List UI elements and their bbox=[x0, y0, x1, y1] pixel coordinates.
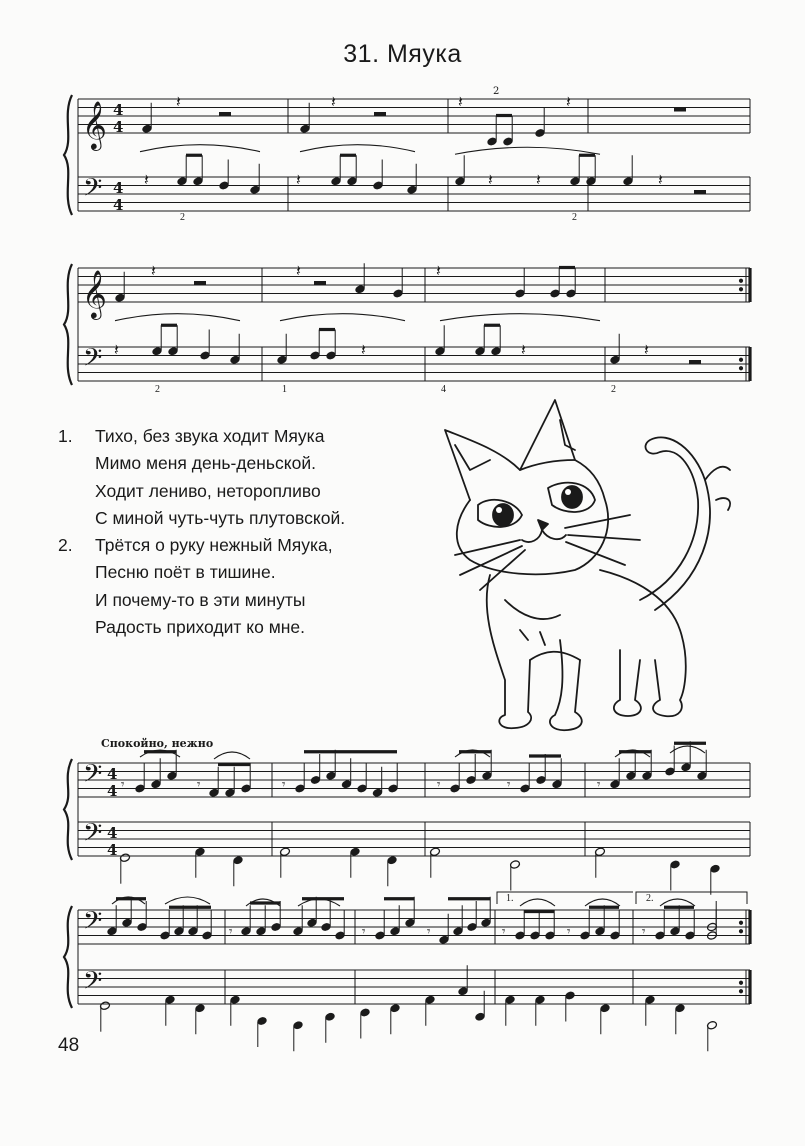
note bbox=[491, 325, 502, 356]
note bbox=[295, 763, 306, 794]
slur bbox=[140, 145, 260, 152]
slur bbox=[440, 314, 600, 321]
note bbox=[515, 268, 526, 299]
fingering-number: 2 bbox=[180, 212, 185, 223]
half-rest bbox=[374, 112, 386, 116]
note bbox=[570, 155, 581, 186]
stanza-1 bbox=[58, 423, 438, 532]
eighth-rest: 𝄾 bbox=[437, 777, 441, 793]
note bbox=[685, 910, 696, 941]
note bbox=[233, 855, 244, 886]
repeat-dot bbox=[739, 279, 742, 282]
tempo-marking: Спокойно, нежно bbox=[101, 737, 214, 750]
bass-clef-icon: 𝄢 bbox=[83, 818, 103, 854]
note bbox=[487, 116, 498, 147]
eighth-rest: 𝄾 bbox=[642, 924, 646, 940]
quarter-rest: 𝄽 bbox=[436, 261, 441, 280]
eighth-rest: 𝄾 bbox=[597, 777, 601, 793]
note bbox=[360, 1008, 371, 1039]
slur bbox=[660, 899, 695, 906]
note bbox=[202, 910, 213, 941]
note bbox=[193, 155, 204, 186]
repeat-dot bbox=[739, 921, 742, 924]
time-signature-bottom: 4 bbox=[113, 118, 124, 136]
note bbox=[530, 910, 541, 941]
treble-staff bbox=[78, 763, 750, 797]
note bbox=[536, 754, 547, 785]
note bbox=[623, 155, 634, 186]
lyric-line: Мимо меня день-деньской. bbox=[95, 453, 316, 474]
quarter-rest: 𝄽 bbox=[176, 92, 181, 111]
note bbox=[393, 268, 404, 299]
volta-brackets bbox=[497, 892, 747, 904]
note bbox=[475, 325, 486, 356]
quarter-rest: 𝄽 bbox=[331, 92, 336, 111]
note bbox=[697, 750, 708, 781]
slur bbox=[280, 314, 405, 321]
note bbox=[565, 991, 576, 1022]
note bbox=[120, 853, 131, 884]
bass-clef-icon: 𝄢 bbox=[83, 343, 103, 379]
time-signature-bottom: 4 bbox=[113, 196, 124, 214]
quarter-rest: 𝄽 bbox=[361, 340, 366, 359]
time-signature-top: 4 bbox=[107, 765, 118, 783]
note bbox=[375, 910, 386, 941]
quarter-rest: 𝄽 bbox=[644, 340, 649, 359]
note bbox=[520, 763, 531, 794]
half-rest bbox=[219, 112, 231, 116]
note bbox=[357, 763, 368, 794]
bass-clef-icon: 𝄢 bbox=[83, 173, 103, 209]
note bbox=[321, 901, 332, 932]
slur bbox=[670, 746, 705, 753]
note bbox=[137, 901, 148, 932]
note bbox=[250, 164, 261, 195]
stanza-number: 2. bbox=[58, 535, 73, 556]
note bbox=[550, 268, 561, 299]
note bbox=[277, 334, 288, 365]
volta-label-2: 2. bbox=[646, 893, 654, 904]
note bbox=[135, 763, 146, 794]
whole-rest bbox=[674, 108, 686, 112]
note bbox=[200, 330, 211, 361]
eighth-rest: 𝄾 bbox=[362, 924, 366, 940]
lyric-line: Трётся о руку нежный Мяука, bbox=[95, 535, 333, 556]
repeat-dot bbox=[739, 990, 742, 993]
repeat-dot bbox=[739, 358, 742, 361]
note bbox=[450, 763, 461, 794]
note bbox=[481, 897, 492, 928]
note bbox=[335, 910, 346, 941]
eighth-rest: 𝄾 bbox=[121, 777, 125, 793]
bass-clef-icon: 𝄢 bbox=[83, 906, 103, 942]
repeat-dot bbox=[739, 930, 742, 933]
note bbox=[160, 910, 171, 941]
note bbox=[435, 325, 446, 356]
note bbox=[610, 334, 621, 365]
note bbox=[545, 910, 556, 941]
fingering-number: 1 bbox=[282, 384, 287, 395]
note bbox=[310, 330, 321, 361]
eighth-rest: 𝄾 bbox=[507, 777, 511, 793]
fingering-number: 2 bbox=[611, 384, 616, 395]
note bbox=[566, 268, 577, 299]
lyric-line: Тихо, без звука ходит Мяука bbox=[95, 426, 325, 446]
note bbox=[600, 1003, 611, 1034]
slur bbox=[455, 147, 600, 154]
eighth-rest: 𝄾 bbox=[567, 924, 571, 940]
note bbox=[455, 155, 466, 186]
quarter-rest: 𝄽 bbox=[488, 170, 493, 189]
note bbox=[177, 155, 188, 186]
note bbox=[505, 995, 516, 1026]
note bbox=[387, 855, 398, 886]
lyric-line: И почему-то в эти минуты bbox=[95, 589, 306, 610]
note bbox=[466, 754, 477, 785]
note bbox=[586, 155, 597, 186]
note bbox=[331, 155, 342, 186]
quarter-rest: 𝄽 bbox=[566, 92, 571, 111]
note bbox=[293, 1020, 304, 1051]
eighth-rest: 𝄾 bbox=[502, 924, 506, 940]
half-rest bbox=[694, 190, 706, 194]
quarter-rest: 𝄽 bbox=[658, 170, 663, 189]
note bbox=[152, 325, 163, 356]
cartoon-cat-icon bbox=[445, 400, 730, 730]
slur bbox=[115, 314, 240, 321]
quarter-rest: 𝄽 bbox=[296, 261, 301, 280]
note bbox=[515, 910, 526, 941]
note bbox=[219, 160, 230, 191]
note bbox=[535, 995, 546, 1026]
note bbox=[467, 901, 478, 932]
note bbox=[626, 750, 637, 781]
brace bbox=[64, 95, 72, 215]
slur bbox=[165, 897, 210, 904]
time-signature-top: 4 bbox=[113, 101, 124, 119]
note bbox=[165, 995, 176, 1026]
note bbox=[390, 1003, 401, 1034]
fingering-number: 2 bbox=[572, 212, 577, 223]
eighth-rest: 𝄾 bbox=[197, 777, 201, 793]
bass-clef-icon: 𝄢 bbox=[83, 966, 103, 1002]
song-title: 31. Мяука bbox=[343, 40, 462, 68]
bass-staff bbox=[78, 822, 750, 856]
note bbox=[510, 860, 521, 891]
eighth-rest: 𝄾 bbox=[427, 924, 431, 940]
quarter-rest: 𝄽 bbox=[521, 340, 526, 359]
stanza-number: 1. bbox=[58, 426, 73, 446]
note bbox=[168, 325, 179, 356]
note bbox=[280, 847, 291, 878]
quarter-rest: 𝄽 bbox=[144, 170, 149, 189]
time-signature-bottom: 4 bbox=[107, 782, 118, 800]
lyric-line: С миной чуть-чуть плутовской. bbox=[95, 507, 346, 528]
note bbox=[425, 995, 436, 1026]
note bbox=[230, 995, 241, 1026]
slur bbox=[585, 899, 620, 906]
note bbox=[670, 860, 681, 891]
quarter-rest: 𝄽 bbox=[458, 92, 463, 111]
volta-bracket-1 bbox=[497, 892, 633, 904]
song-lyrics bbox=[58, 423, 438, 641]
note bbox=[230, 334, 241, 365]
note bbox=[710, 864, 721, 895]
quarter-rest: 𝄽 bbox=[114, 340, 119, 359]
half-rest bbox=[194, 281, 206, 285]
fingering-number: 2 bbox=[155, 384, 160, 395]
treble-clef-icon: 𝄞 bbox=[82, 269, 107, 318]
slur bbox=[214, 752, 250, 759]
treble-clef-icon: 𝄞 bbox=[82, 100, 107, 149]
lyric-line: Песню поёт в тишине. bbox=[95, 562, 276, 583]
repeat-dot bbox=[739, 288, 742, 291]
brace bbox=[64, 906, 72, 1008]
lyric-line: Ходит лениво, неторопливо bbox=[95, 480, 321, 501]
page-number: 48 bbox=[58, 1035, 80, 1056]
note bbox=[707, 1020, 718, 1051]
repeat-dot bbox=[739, 367, 742, 370]
slur bbox=[300, 145, 415, 152]
note bbox=[195, 1003, 206, 1034]
note bbox=[430, 847, 441, 878]
repeat-dot bbox=[739, 981, 742, 984]
eighth-rest: 𝄾 bbox=[282, 777, 286, 793]
note bbox=[347, 155, 358, 186]
note bbox=[655, 910, 666, 941]
note bbox=[326, 330, 337, 361]
note bbox=[241, 763, 252, 794]
note bbox=[195, 847, 206, 878]
note bbox=[405, 897, 416, 928]
slur bbox=[520, 899, 555, 906]
brace bbox=[64, 264, 72, 385]
half-rest bbox=[689, 360, 701, 364]
volta-label-1: 1. bbox=[506, 893, 514, 904]
fingering-number: 4 bbox=[441, 384, 446, 395]
treble-staff bbox=[78, 268, 750, 302]
note bbox=[310, 754, 321, 785]
quarter-rest: 𝄽 bbox=[151, 261, 156, 280]
lyric-line: Радость приходит ко мне. bbox=[95, 617, 305, 638]
note bbox=[580, 910, 591, 941]
note bbox=[350, 847, 361, 878]
note bbox=[388, 763, 399, 794]
note bbox=[100, 1001, 111, 1032]
bass-staff bbox=[78, 347, 750, 381]
note bbox=[325, 1012, 336, 1043]
note bbox=[595, 847, 606, 878]
stanza-2 bbox=[58, 532, 438, 641]
note bbox=[610, 910, 621, 941]
half-rest bbox=[314, 281, 326, 285]
note bbox=[257, 1016, 268, 1047]
note bbox=[503, 116, 514, 147]
brace bbox=[64, 759, 72, 860]
time-signature-top: 4 bbox=[113, 179, 124, 197]
fingering-number: 2 bbox=[493, 86, 500, 97]
quarter-rest: 𝄽 bbox=[296, 170, 301, 189]
note bbox=[407, 164, 418, 195]
time-signature-top: 4 bbox=[107, 824, 118, 842]
eighth-rest: 𝄾 bbox=[229, 924, 233, 940]
note bbox=[645, 995, 656, 1026]
bass-clef-icon: 𝄢 bbox=[83, 759, 103, 795]
time-signature-bottom: 4 bbox=[107, 841, 118, 859]
note bbox=[535, 107, 546, 138]
note bbox=[326, 750, 337, 781]
quarter-rest: 𝄽 bbox=[536, 170, 541, 189]
note bbox=[122, 897, 133, 928]
note bbox=[675, 1003, 686, 1034]
note bbox=[373, 160, 384, 191]
